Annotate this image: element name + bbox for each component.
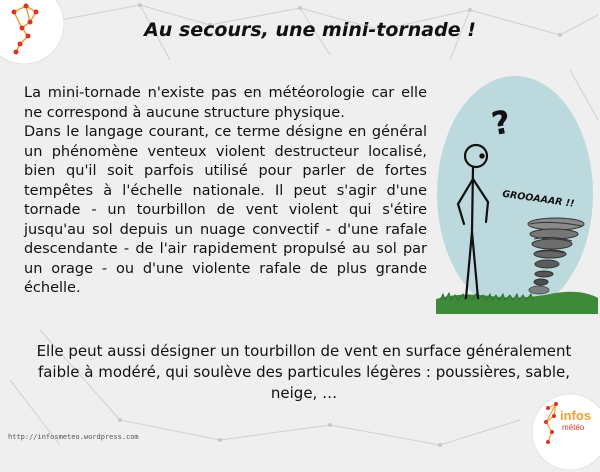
main-text-block: [24, 84, 427, 299]
site-logo-icon: [0, 0, 66, 66]
paragraph-definition: Dans le langage courant, ce terme désigne en général un phénomène venteux violent destructeur localisé, bien qu'il soit parfois utilisé pour parler de fortes tempêtes à l'échelle nationale. Il peut s'agir d'une tornade - un tourbillon de vent violent qui s'étire jusqu'au sol depuis un nuage convectif - d'une rafale descendante - de l'air rapidement propulsé au sol par un orage - ou d'une violente rafale de plus grande échelle.: [24, 124, 427, 296]
page-title: Au secours, une mini-tornade !: [144, 18, 476, 41]
question-mark: ?: [488, 102, 514, 144]
logo-label-meteo: météo: [562, 423, 585, 432]
stick-figure-tornado-illustration: [430, 74, 600, 324]
paragraph-intro: La mini-tornade n'existe pas en météorologie car elle ne correspond à aucune structure physique.: [24, 85, 427, 121]
site-url: http://infosmeteo.wordpress.com: [8, 433, 139, 441]
paragraph-conclusion: Elle peut aussi désigner un tourbillon de vent en surface généralement faible à modéré, qui soulève des particules légères : poussières, sable, neige, …: [36, 342, 572, 402]
logo-label-infos: infos: [560, 408, 592, 423]
infos-meteo-logo-icon: [530, 392, 600, 472]
growl-exclamation: GROOAAAR !!: [501, 188, 575, 210]
